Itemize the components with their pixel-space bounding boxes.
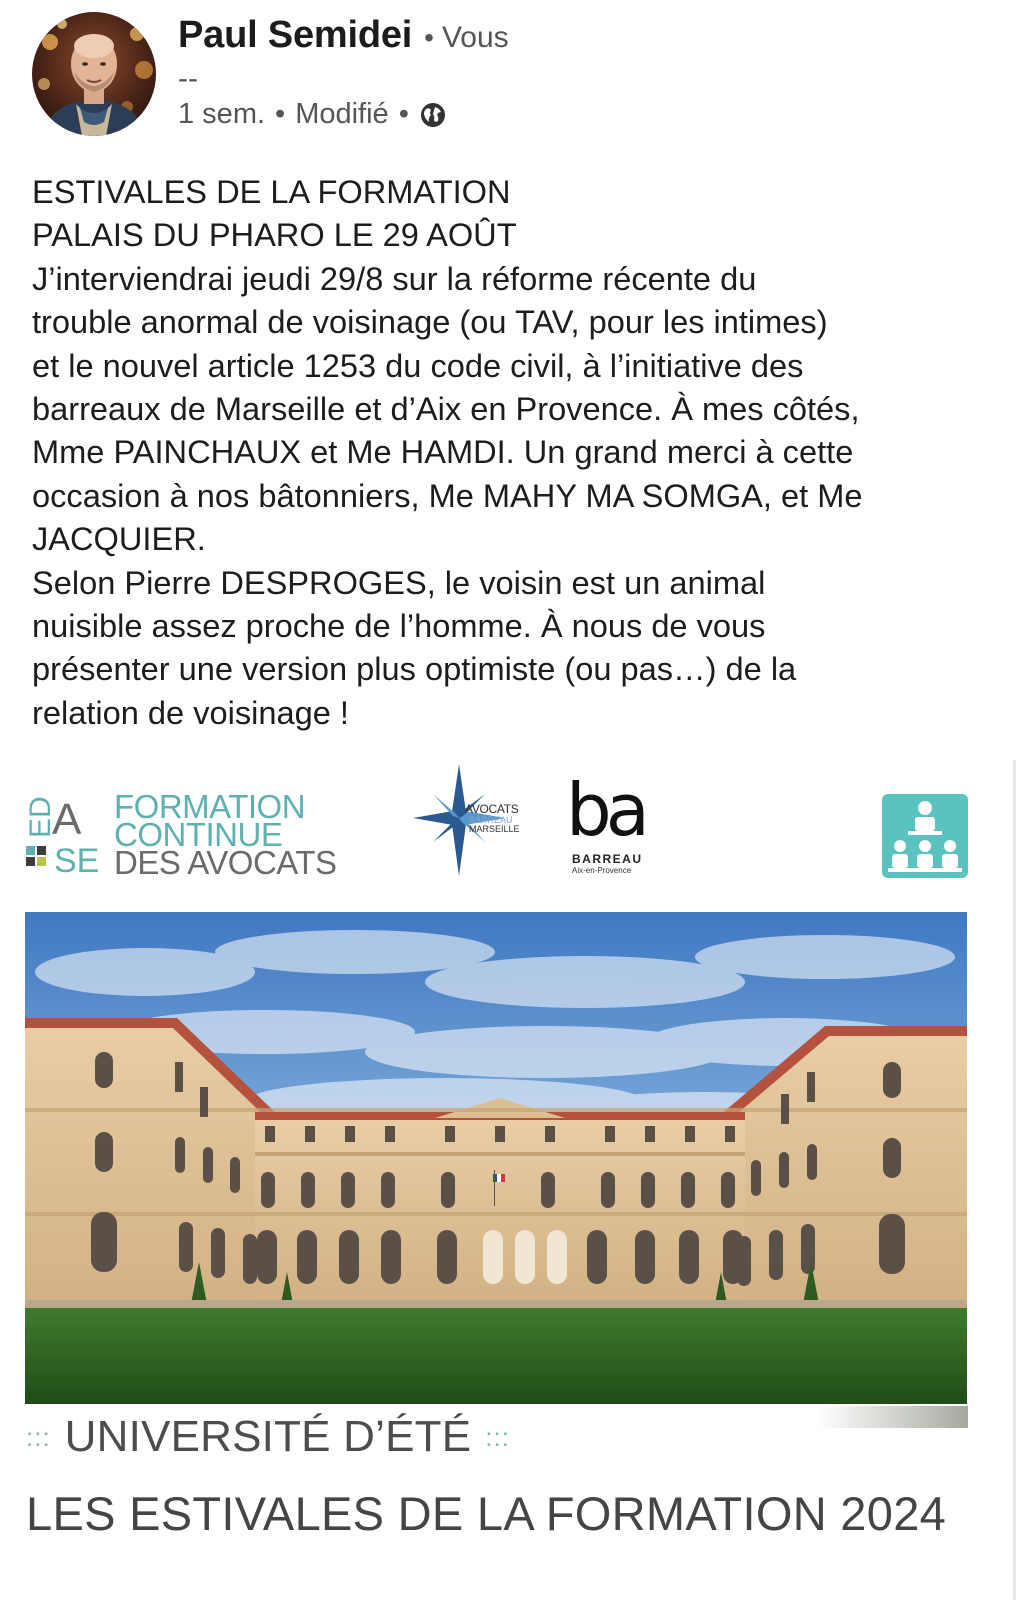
separator-dot: •	[398, 98, 409, 130]
fcda-line-3: DES AVOCATS	[114, 844, 337, 881]
post-text-line: relation de voisinage !	[32, 693, 349, 731]
author-headline: --	[178, 62, 198, 95]
post-text-line: Mme PAINCHAUX et Me HAMDI. Un grand merci à cette	[32, 433, 854, 471]
fcda-line-1: FORMATION	[114, 788, 306, 825]
marseille-label: MARSEILLE	[469, 824, 520, 834]
post-text-line: trouble anormal de voisinage (ou TAV, pour les intimes)	[32, 303, 828, 341]
svg-text:A: A	[52, 795, 82, 844]
ba-barreau-label: BARREAU	[572, 852, 643, 866]
avocats-label: AVOCATS	[465, 802, 519, 816]
barreau-label: BARREAU	[469, 815, 513, 825]
author-avatar[interactable]	[32, 12, 156, 136]
separator-dot: •	[424, 22, 434, 53]
universite-title: UNIVERSITÉ D’ÉTÉ	[64, 1412, 472, 1461]
post-text-line: PALAIS DU PHARO LE 29 AOÛT	[32, 216, 517, 254]
palais-photo	[25, 912, 967, 1404]
avocats-marseille-logo	[411, 760, 531, 890]
post-text-line: barreaux de Marseille et d’Aix en Provence. À mes côtés,	[32, 390, 860, 428]
fcda-logo	[24, 788, 337, 881]
post-text-line: présenter une version plus optimiste (ou pas…) de la	[32, 650, 797, 688]
globe-icon	[419, 101, 447, 129]
svg-text:ED: ED	[24, 796, 57, 838]
you-badge: Vous	[441, 21, 509, 54]
post-text	[32, 170, 982, 734]
post-text-line: ESTIVALES DE LA FORMATION	[32, 173, 511, 210]
photo-shadow	[818, 1406, 968, 1428]
post-text-line: nuisible assez proche de l’homme. À nous de vous	[32, 607, 766, 645]
post-text-line: occasion à nos bâtonniers, Me MAHY MA SOMGA, et Me	[32, 476, 863, 514]
author-name[interactable]: Paul Semidei	[178, 14, 413, 56]
separator-dot: •	[275, 98, 286, 130]
post-meta	[178, 98, 447, 131]
ba-city-label: Aix-en-Provence	[572, 866, 632, 875]
barreau-aix-logo	[566, 768, 656, 882]
svg-text:SE: SE	[54, 842, 100, 880]
post-text-line: Selon Pierre DESPROGES, le voisin est un animal	[32, 563, 766, 601]
dots-right: :::	[485, 1421, 510, 1452]
edited-label: Modifié	[295, 98, 389, 130]
sponsor-logos	[18, 760, 1016, 900]
dots-left: :::	[26, 1421, 51, 1452]
post-time: 1 sem.	[178, 98, 266, 130]
post-header	[0, 0, 1016, 150]
fcda-line-2: CONTINUE	[114, 816, 283, 853]
post-text-line: JACQUIER.	[32, 520, 206, 558]
post-image[interactable]	[18, 760, 1016, 1600]
post-text-line: et le nouvel article 1253 du code civil, à l’initiative des	[32, 346, 804, 384]
post-text-line: J’interviendrai jeudi 29/8 sur la réforme récente du	[32, 259, 757, 297]
ba-mark: ba	[566, 768, 644, 852]
conference-icon	[882, 794, 968, 878]
estivales-title: LES ESTIVALES DE LA FORMATION 2024	[26, 1487, 947, 1540]
author-line	[178, 14, 509, 57]
subtitle-line	[26, 1412, 510, 1462]
